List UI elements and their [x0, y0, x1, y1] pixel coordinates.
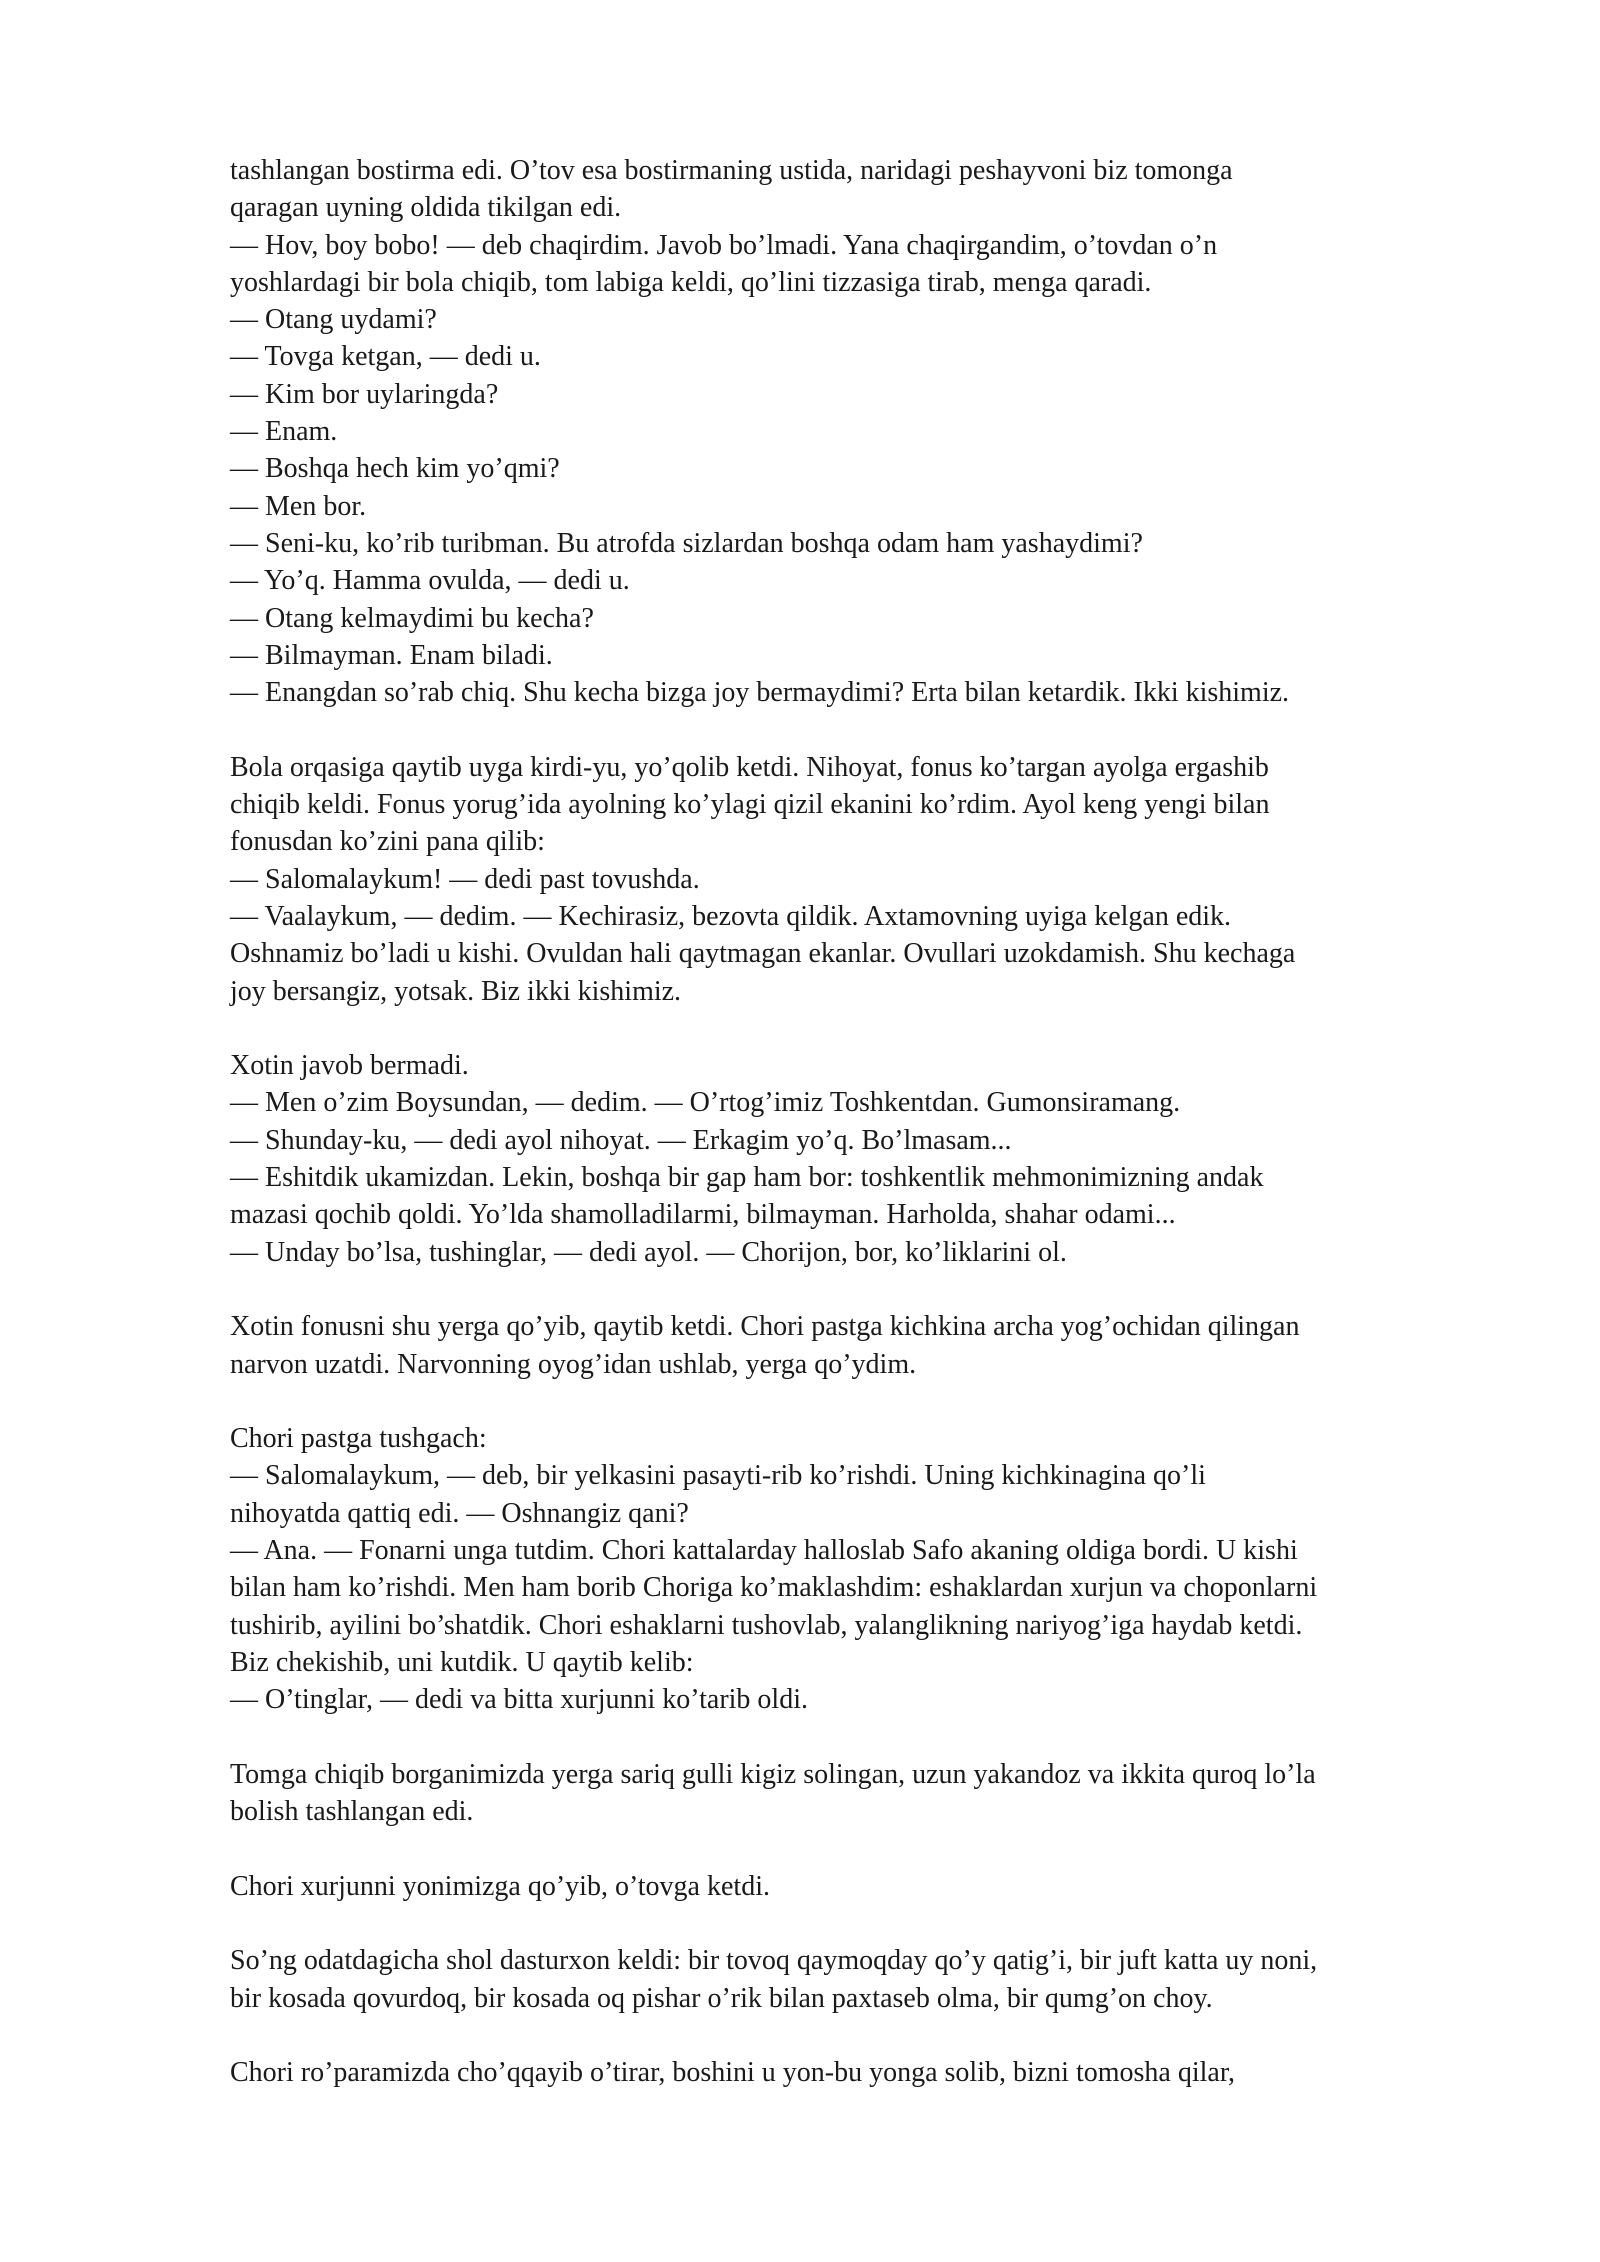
text-line: — Eshitdik ukamizdan. Lekin, boshqa bir gap ham bor: toshkentlik mehmonimizning andak	[230, 1162, 1264, 1194]
text-line: narvon uzatdi. Narvonning oyog’idan ushlab, yerga qo’ydim.	[230, 1348, 917, 1380]
paragraph	[230, 1047, 1530, 1271]
text-line: — Men o’zim Boysundan, — dedim. — O’rtog’imiz Toshkentdan. Gumonsiramang.	[230, 1087, 1181, 1119]
text-line: — Unday bo’lsa, tushinglar, — dedi ayol. — Chorijon, bor, ko’liklarini ol.	[230, 1236, 1067, 1268]
text-line: Chori pastga tushgach:	[230, 1423, 487, 1455]
paragraph	[230, 749, 1530, 1010]
text-line: chiqib keldi. Fonus yorug’ida ayolning ko’ylagi qizil ekanini ko’rdim. Ayol keng yengi bilan	[230, 789, 1270, 821]
text-line: yoshlardagi bir bola chiqib, tom labiga keldi, qo’lini tizzasiga tirab, menga qaradi.	[230, 266, 1152, 298]
paragraph	[230, 152, 1530, 711]
text-line: Tomga chiqib borganimizda yerga sariq gulli kigiz solingan, uzun yakandoz va ikkita quroq lo’la	[230, 1758, 1316, 1790]
text-line: Chori xurjunni yonimizga qo’yib, o’tovga ketdi.	[230, 1870, 770, 1902]
text-line: joy bersangiz, yotsak. Biz ikki kishimiz.	[230, 975, 682, 1007]
text-line: — Men bor.	[230, 490, 367, 522]
text-line: — Salomalaykum, — deb, bir yelkasini pasayti-rib ko’rishdi. Uning kichkinagina qo’li	[230, 1460, 1206, 1492]
paragraph	[230, 1420, 1530, 1718]
text-line: — Enam.	[230, 416, 338, 448]
text-line: Chori ro’paramizda cho’qqayib o’tirar, boshini u yon-bu yonga solib, bizni tomosha qilar,	[230, 2057, 1236, 2089]
text-line: — Salomalaykum! — dedi past tovushda.	[230, 863, 700, 895]
text-line: — Shunday-ku, — dedi ayol nihoyat. — Erkagim yo’q. Bo’lmasam...	[230, 1124, 1012, 1156]
text-line: — Yo’q. Hamma ovulda, — dedi u.	[230, 565, 630, 597]
text-line: bir kosada qovurdoq, bir kosada oq pishar o’rik bilan paxtaseb olma, bir qumg’on choy.	[230, 1982, 1213, 2014]
text-line: — Hov, boy bobo! — deb chaqirdim. Javob bo’lmadi. Yana chaqirgandim, o’tovdan o’n	[230, 229, 1218, 261]
paragraph	[230, 2054, 1530, 2091]
text-line: — Enangdan so’rab chiq. Shu kecha bizga joy bermaydimi? Erta bilan ketardik. Ikki kishimiz.	[230, 677, 1290, 709]
text-line: Biz chekishib, uni kutdik. U qaytib kelib:	[230, 1646, 694, 1678]
text-line: — Otang uydami?	[230, 304, 437, 336]
paragraph	[230, 1756, 1530, 1831]
text-line: Xotin fonusni shu yerga qo’yib, qaytib ketdi. Chori pastga kichkina archa yog’ochidan qilingan	[230, 1311, 1300, 1343]
document-text	[230, 152, 1530, 2091]
text-line: — O’tinglar, — dedi va bitta xurjunni ko’tarib oldi.	[230, 1684, 808, 1716]
text-line: So’ng odatdagicha shol dasturxon keldi: bir tovoq qaymoqday qo’y qatig’i, bir juft katta uy noni,	[230, 1945, 1318, 1977]
text-line: — Boshqa hech kim yo’qmi?	[230, 453, 560, 485]
paragraph	[230, 1308, 1530, 1383]
text-line: Xotin javob bermadi.	[230, 1050, 469, 1082]
text-line: bilan ham ko’rishdi. Men ham borib Choriga ko’maklashdim: eshaklardan xurjun va choponlarni	[230, 1572, 1318, 1604]
text-line: — Ana. — Fonarni unga tutdim. Chori kattalarday halloslab Safo akaning oldiga bordi. U kishi	[230, 1534, 1298, 1566]
text-line: bolish tashlangan edi.	[230, 1796, 474, 1828]
text-line: Oshnamiz bo’ladi u kishi. Ovuldan hali qaytmagan ekanlar. Ovullari uzokdamish. Shu kechaga	[230, 938, 1296, 970]
text-line: qaragan uyning oldida tikilgan edi.	[230, 192, 622, 224]
text-line: Bola orqasiga qaytib uyga kirdi-yu, yo’qolib ketdi. Nihoyat, fonus ko’targan ayolga ergashib	[230, 751, 1269, 783]
paragraph	[230, 1942, 1530, 2017]
text-line: — Bilmayman. Enam biladi.	[230, 639, 553, 671]
text-line: — Tovga ketgan, — dedi u.	[230, 341, 541, 373]
text-line: tashlangan bostirma edi. O’tov esa bostirmaning ustida, naridagi peshayvoni biz tomonga	[230, 155, 1233, 186]
text-line: fonusdan ko’zini pana qilib:	[230, 826, 545, 858]
text-line: mazasi qochib qoldi. Yo’lda shamolladilarmi, bilmayman. Harholda, shahar odami...	[230, 1199, 1176, 1231]
text-line: — Vaalaykum, — dedim. — Kechirasiz, bezovta qildik. Axtamovning uyiga kelgan edik.	[230, 900, 1232, 932]
text-line: tushirib, ayilini bo’shatdik. Chori eshaklarni tushovlab, yalanglikning nariyog’iga haydab ketdi.	[230, 1609, 1303, 1641]
text-line: nihoyatda qattiq edi. — Oshnangiz qani?	[230, 1497, 689, 1529]
text-line: — Otang kelmaydimi bu kecha?	[230, 602, 594, 634]
paragraph	[230, 1868, 1530, 1905]
text-line: — Seni-ku, ko’rib turibman. Bu atrofda sizlardan boshqa odam ham yashaydimi?	[230, 527, 1143, 559]
text-line: — Kim bor uylaringda?	[230, 378, 499, 410]
